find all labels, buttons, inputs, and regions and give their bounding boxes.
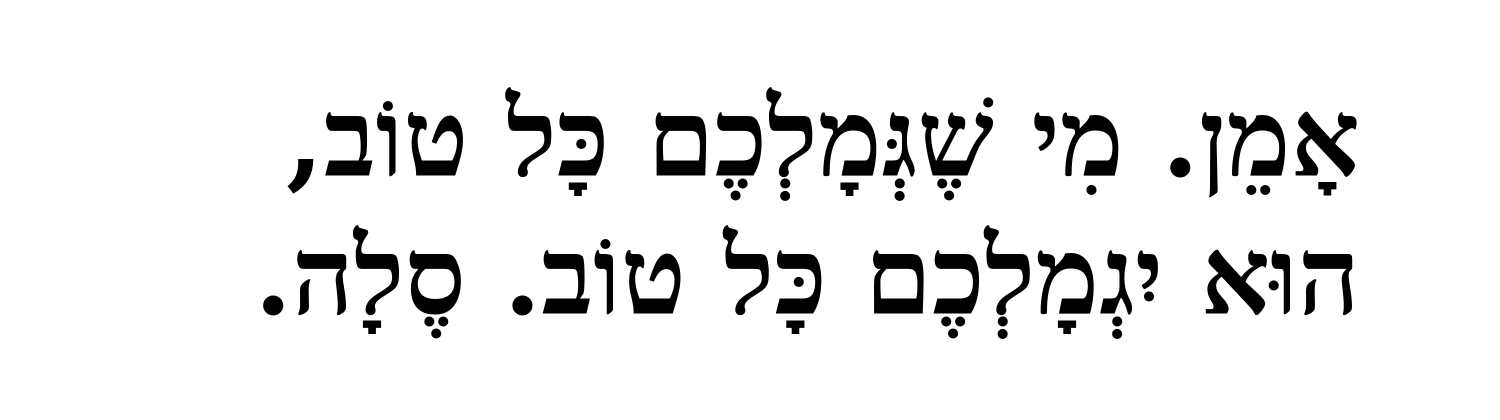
- text-line-2: הוּא יִגְמָלְכֶם כָּל טוֹב. סֶלָה.: [254, 214, 1360, 340]
- text-line-1: אָמֵן. מִי שֶׁגְּמָלְכֶם כָּל טוֹב,: [286, 76, 1360, 202]
- hebrew-text-block: [100, 70, 1360, 346]
